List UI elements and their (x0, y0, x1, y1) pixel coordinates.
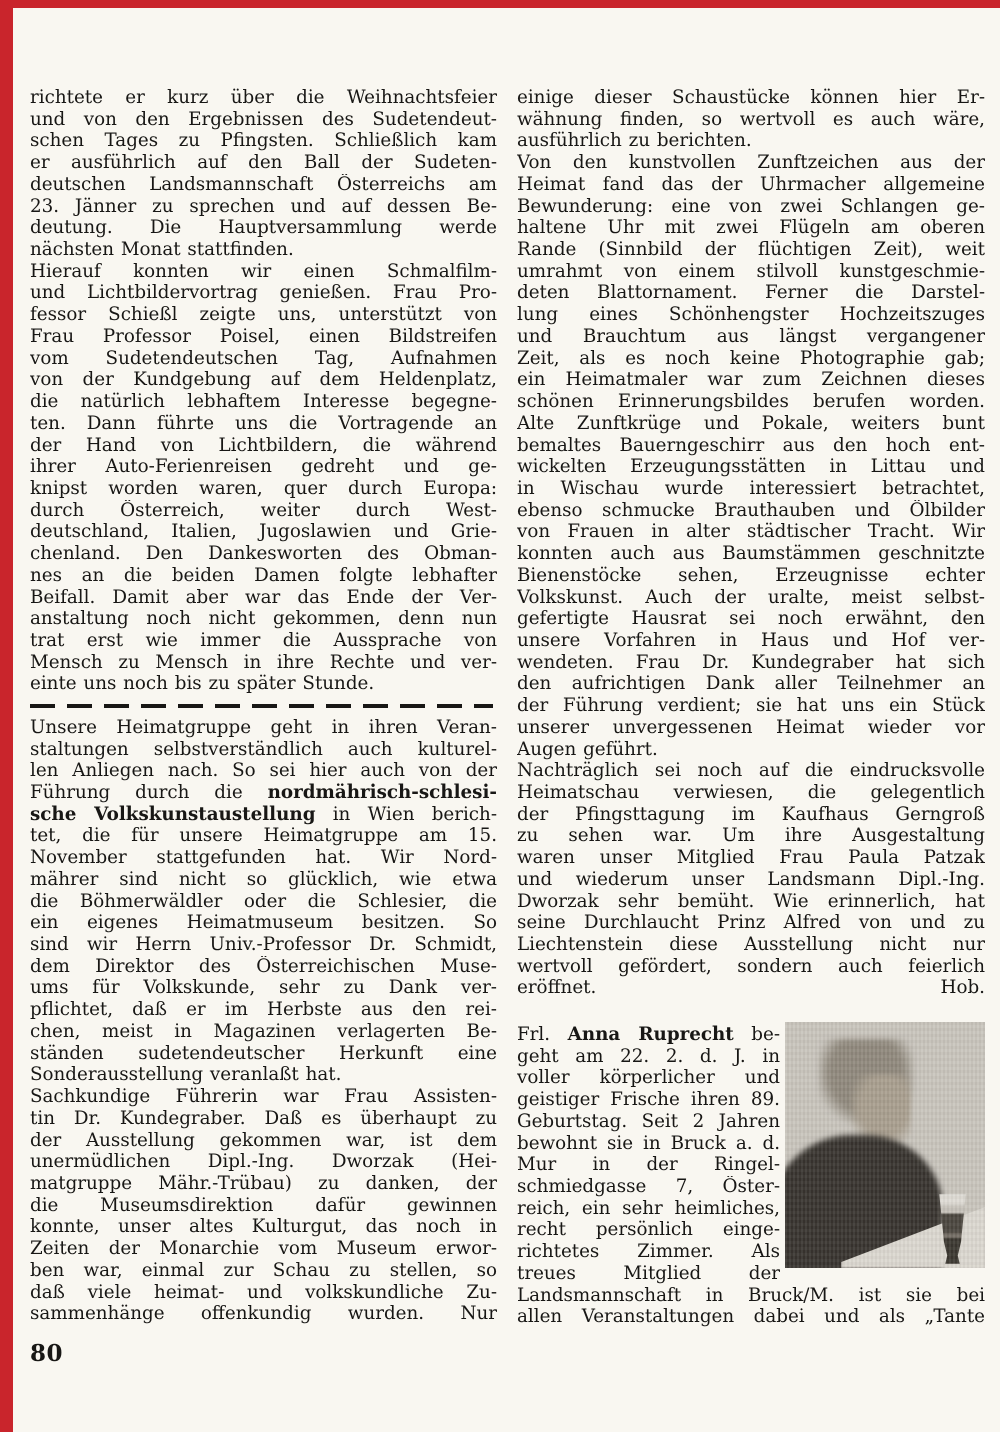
text-line: Mensch zu Mensch in ihre Rechte und ver- (30, 651, 497, 673)
page-edge-red-top (0, 0, 1000, 8)
text-line: wickelten Erzeugungsstätten in Littau und (517, 456, 985, 478)
text-line: ein eigenes Heimatmuseum besitzen. So (30, 912, 497, 934)
text-line: einige dieser Schaustücke können hier Er- (517, 87, 985, 108)
text-line: der Pfingsttagung im Kaufhaus Gerngroß (517, 803, 985, 825)
text-line: durch Österreich, weiter durch West- (30, 499, 497, 521)
text-line: dem Direktor des Österreichischen Muse- (30, 955, 497, 977)
text-line: Bewunderung: eine von zwei Schlangen ge- (517, 195, 985, 217)
text-line: haltene Uhr mit zwei Flügeln am oberen (517, 217, 985, 239)
text-line: Sonderausstellung veranlaßt hat. (30, 1064, 342, 1086)
text-line: chenland. Den Dankesworten des Obman- (30, 543, 497, 565)
text-line: Bienenstöcke sehen, Erzeugnisse echter (517, 564, 985, 586)
text-line: Geburtstag. Seit 2 Jahren (517, 1110, 780, 1132)
text-line: ben war, einmal zur Schau zu stellen, so (30, 1259, 497, 1281)
text-line: Unsere Heimatgruppe geht in ihren Veran- (30, 716, 497, 738)
text-line: konnte, unser altes Kulturgut, das noch in (30, 1216, 497, 1238)
text-line: staltungen selbstverständlich auch kulturel- (30, 738, 497, 760)
text-line: wertvoll gefördert, sondern auch feierlich (517, 955, 985, 977)
text-line: allen Veranstaltungen dabei und als „Tante (517, 1306, 985, 1328)
text-line: Frau Professor Poisel, einen Bildstreifen (30, 325, 497, 347)
text-line: Augen geführt. (517, 738, 658, 760)
text-line: schönen Erinnerungsbildes berufen worden. (517, 391, 985, 413)
text-line: sind wir Herrn Univ.-Professor Dr. Schmidt, (30, 934, 497, 956)
text-line: er ausführlich auf den Ball der Sudeten- (30, 152, 497, 174)
text-line: sche Volkskunstaustellung in Wien berich- (30, 803, 497, 825)
text-line: die Museumsdirektion dafür gewinnen (30, 1194, 497, 1216)
text-line: wähnung finden, so wertvoll es auch wäre, (517, 108, 985, 130)
text-line: richtete er kurz über die Weihnachtsfeier (30, 87, 497, 108)
text-line: zu sehen war. Um ihre Ausgestaltung (517, 825, 985, 847)
text-line: treues Mitglied der (517, 1262, 780, 1284)
text-line: deten Blattornament. Ferner die Darstel- (517, 282, 985, 304)
text-line: Hierauf konnten wir einen Schmalfilm- (30, 260, 497, 282)
text-line: Dworzak sehr bemüht. Wie erinnerlich, hat (517, 890, 985, 912)
right-text-column (517, 87, 985, 999)
text-line: der Führung verdient; sie hat uns ein Stück (517, 695, 985, 717)
text-line: lung eines Schönhengster Hochzeitszuges (517, 304, 985, 326)
text-line: ihrer Auto-Ferienreisen gedreht und ge- (30, 456, 497, 478)
text-line: tet, die für unsere Heimatgruppe am 15. (30, 825, 497, 847)
text-line: vom Sudetendeutschen Tag, Aufnahmen (30, 347, 497, 369)
anna-ruprecht-photo (785, 1022, 985, 1268)
text-line: mährer sind nicht so glücklich, wie etwa (30, 868, 497, 890)
text-line: nächsten Monat stattfinden. (30, 239, 294, 261)
text-line: und Lichtbildervortrag genießen. Frau Pro- (30, 282, 497, 304)
text-line: einte uns noch bis zu später Stunde. (30, 673, 375, 695)
text-line: Zeiten der Monarchie vom Museum erwor- (30, 1238, 497, 1260)
text-line: ten. Dann führte uns die Vortragende an (30, 412, 497, 434)
text-line: geht am 22. 2. d. J. in (517, 1045, 780, 1067)
text-line: deutschland, Italien, Jugoslawien und Grie- (30, 521, 497, 543)
text-line: geistiger Frische ihren 89. (517, 1089, 780, 1111)
text-line: und von den Ergebnissen des Sudetendeut- (30, 108, 497, 130)
line-left-text: eröffnet. (517, 977, 597, 999)
text-line: deutschen Landsmannschaft Österreichs am (30, 173, 497, 195)
text-line: in Wischau wurde interessiert betrachtet, (517, 477, 985, 499)
text-line: die Böhmerwäldler oder die Schlesier, die (30, 890, 497, 912)
text-line: recht persönlich einge- (517, 1219, 780, 1241)
text-line: schmiedgasse 7, Öster- (517, 1176, 780, 1198)
text-line: trat erst wie immer die Aussprache von (30, 629, 497, 651)
text-line: Frl. Anna Ruprecht be- (517, 1024, 780, 1045)
text-line: Heimat fand das der Uhrmacher allgemeine (517, 173, 985, 195)
text-line: den aufrichtigen Dank aller Teilnehmer an (517, 673, 985, 695)
text-line: len Anliegen nach. So sei hier auch von der (30, 760, 497, 782)
text-line: seine Durchlaucht Prinz Alfred von und zu (517, 912, 985, 934)
text-line: chen, meist in Magazinen verlagerten Be- (30, 1020, 497, 1042)
text-line: Von den kunstvollen Zunftzeichen aus der (517, 152, 985, 174)
text-line: bewohnt sie in Bruck a. d. (517, 1132, 780, 1154)
text-line: Volkskunst. Auch der uralte, meist selbst- (517, 586, 985, 608)
text-line: ausführlich zu berichten. (517, 130, 752, 152)
text-line: nes an die beiden Damen folgte lebhafter (30, 564, 497, 586)
text-line: der Hand von Lichtbildern, die während (30, 434, 497, 456)
text-line: Führung durch die nordmährisch-schlesi- (30, 782, 497, 803)
text-line: Rande (Sinnbild der flüchtigen Zeit), weit (517, 239, 985, 261)
text-line: gefertigte Hausrat sei noch erwähnt, den (517, 608, 985, 630)
text-line: matgruppe Mähr.-Trübau) zu danken, der (30, 1172, 497, 1194)
text-line: Zeit, als es noch keine Photographie gab; (517, 347, 985, 369)
text-line: die natürlich lebhaftem Interesse begegne- (30, 391, 497, 413)
text-line: schen Tages zu Pfingsten. Schließlich kam (30, 130, 497, 152)
text-line: ebenso schmucke Brauthauben und Ölbilder (517, 499, 985, 521)
text-line: der Ausstellung gekommen war, ist dem (30, 1129, 497, 1151)
text-line: tin Dr. Kundegraber. Daß es überhaupt zu (30, 1107, 497, 1129)
text-line: ständen sudetendeutscher Herkunft eine (30, 1042, 497, 1064)
text-line: konnten auch aus Baumstämmen geschnitzte (517, 543, 985, 565)
text-line: von der Kundgebung auf dem Heldenplatz, (30, 369, 497, 391)
text-line: daß viele heimat- und volkskundliche Zu- (30, 1281, 497, 1303)
text-line: richtetes Zimmer. Als (517, 1241, 780, 1263)
text-line: sammenhänge offenkundig wurden. Nur (30, 1303, 497, 1325)
text-line: umrahmt von einem stilvoll kunstgeschmie- (517, 260, 985, 282)
text-line: Beifall. Damit aber war das Ende der Ver- (30, 586, 497, 608)
dashed-divider (30, 695, 497, 717)
text-line: November stattgefunden hat. Wir Nord- (30, 847, 497, 869)
text-line: knipst worden waren, quer durch Europa: (30, 477, 497, 499)
text-line: Landsmannschaft in Bruck/M. ist sie bei (517, 1284, 985, 1306)
page-edge-red-left (0, 0, 13, 1432)
text-line: unermüdlichen Dipl.-Ing. Dworzak (Hei- (30, 1151, 497, 1173)
text-line: bemaltes Bauerngeschirr aus den hoch ent- (517, 434, 985, 456)
page-number: 80 (30, 1340, 64, 1367)
text-line: 23. Jänner zu sprechen und auf dessen Be- (30, 195, 497, 217)
text-line: Alte Zunftkrüge und Pokale, weiters bunt (517, 412, 985, 434)
left-text-column (30, 87, 497, 1325)
anna-ruprecht-wide-text (517, 1285, 985, 1328)
text-line: unserer unvergessenen Heimat wieder vor (517, 716, 985, 738)
text-line: voller körperlicher und (517, 1067, 780, 1089)
text-line: anstaltung noch nicht gekommen, denn nun (30, 608, 497, 630)
anna-ruprecht-narrow-text (517, 1024, 780, 1285)
text-line: Mur in der Ringel- (517, 1154, 780, 1176)
signature-text: Hob. (940, 977, 985, 999)
text-line: deutung. Die Hauptversammlung werde (30, 217, 497, 239)
text-line: Liechtenstein diese Ausstellung nicht nur (517, 934, 985, 956)
anna-ruprecht-article (517, 1024, 985, 1328)
text-line: und Brauchtum aus längst vergangener (517, 325, 985, 347)
text-line: Heimatschau verwiesen, die gelegentlich (517, 782, 985, 803)
anna-ruprecht-text-photo-row (517, 1024, 985, 1285)
text-line: Nachträglich sei noch auf die eindrucksvolle (517, 760, 985, 782)
text-line: unsere Vorfahren in Haus und Hof ver- (517, 629, 985, 651)
text-line: pflichtet, daß er im Herbste aus den rei- (30, 999, 497, 1021)
text-line-with-signature (517, 977, 985, 999)
text-line: von Frauen in alter städtischer Tracht. Wir (517, 521, 985, 543)
text-line: ums für Volkskunde, sehr zu Dank ver- (30, 977, 497, 999)
text-line: und wiederum unser Landsmann Dipl.-Ing. (517, 868, 985, 890)
text-line: reich, ein sehr heimliches, (517, 1197, 780, 1219)
text-line: Sachkundige Führerin war Frau Assisten- (30, 1086, 497, 1108)
text-line: ein Heimatmaler war zum Zeichnen dieses (517, 369, 985, 391)
text-line: wendeten. Frau Dr. Kundegraber hat sich (517, 651, 985, 673)
text-line: fessor Schießl zeigte uns, unterstützt von (30, 304, 497, 326)
text-line: waren unser Mitglied Frau Paula Patzak (517, 847, 985, 869)
